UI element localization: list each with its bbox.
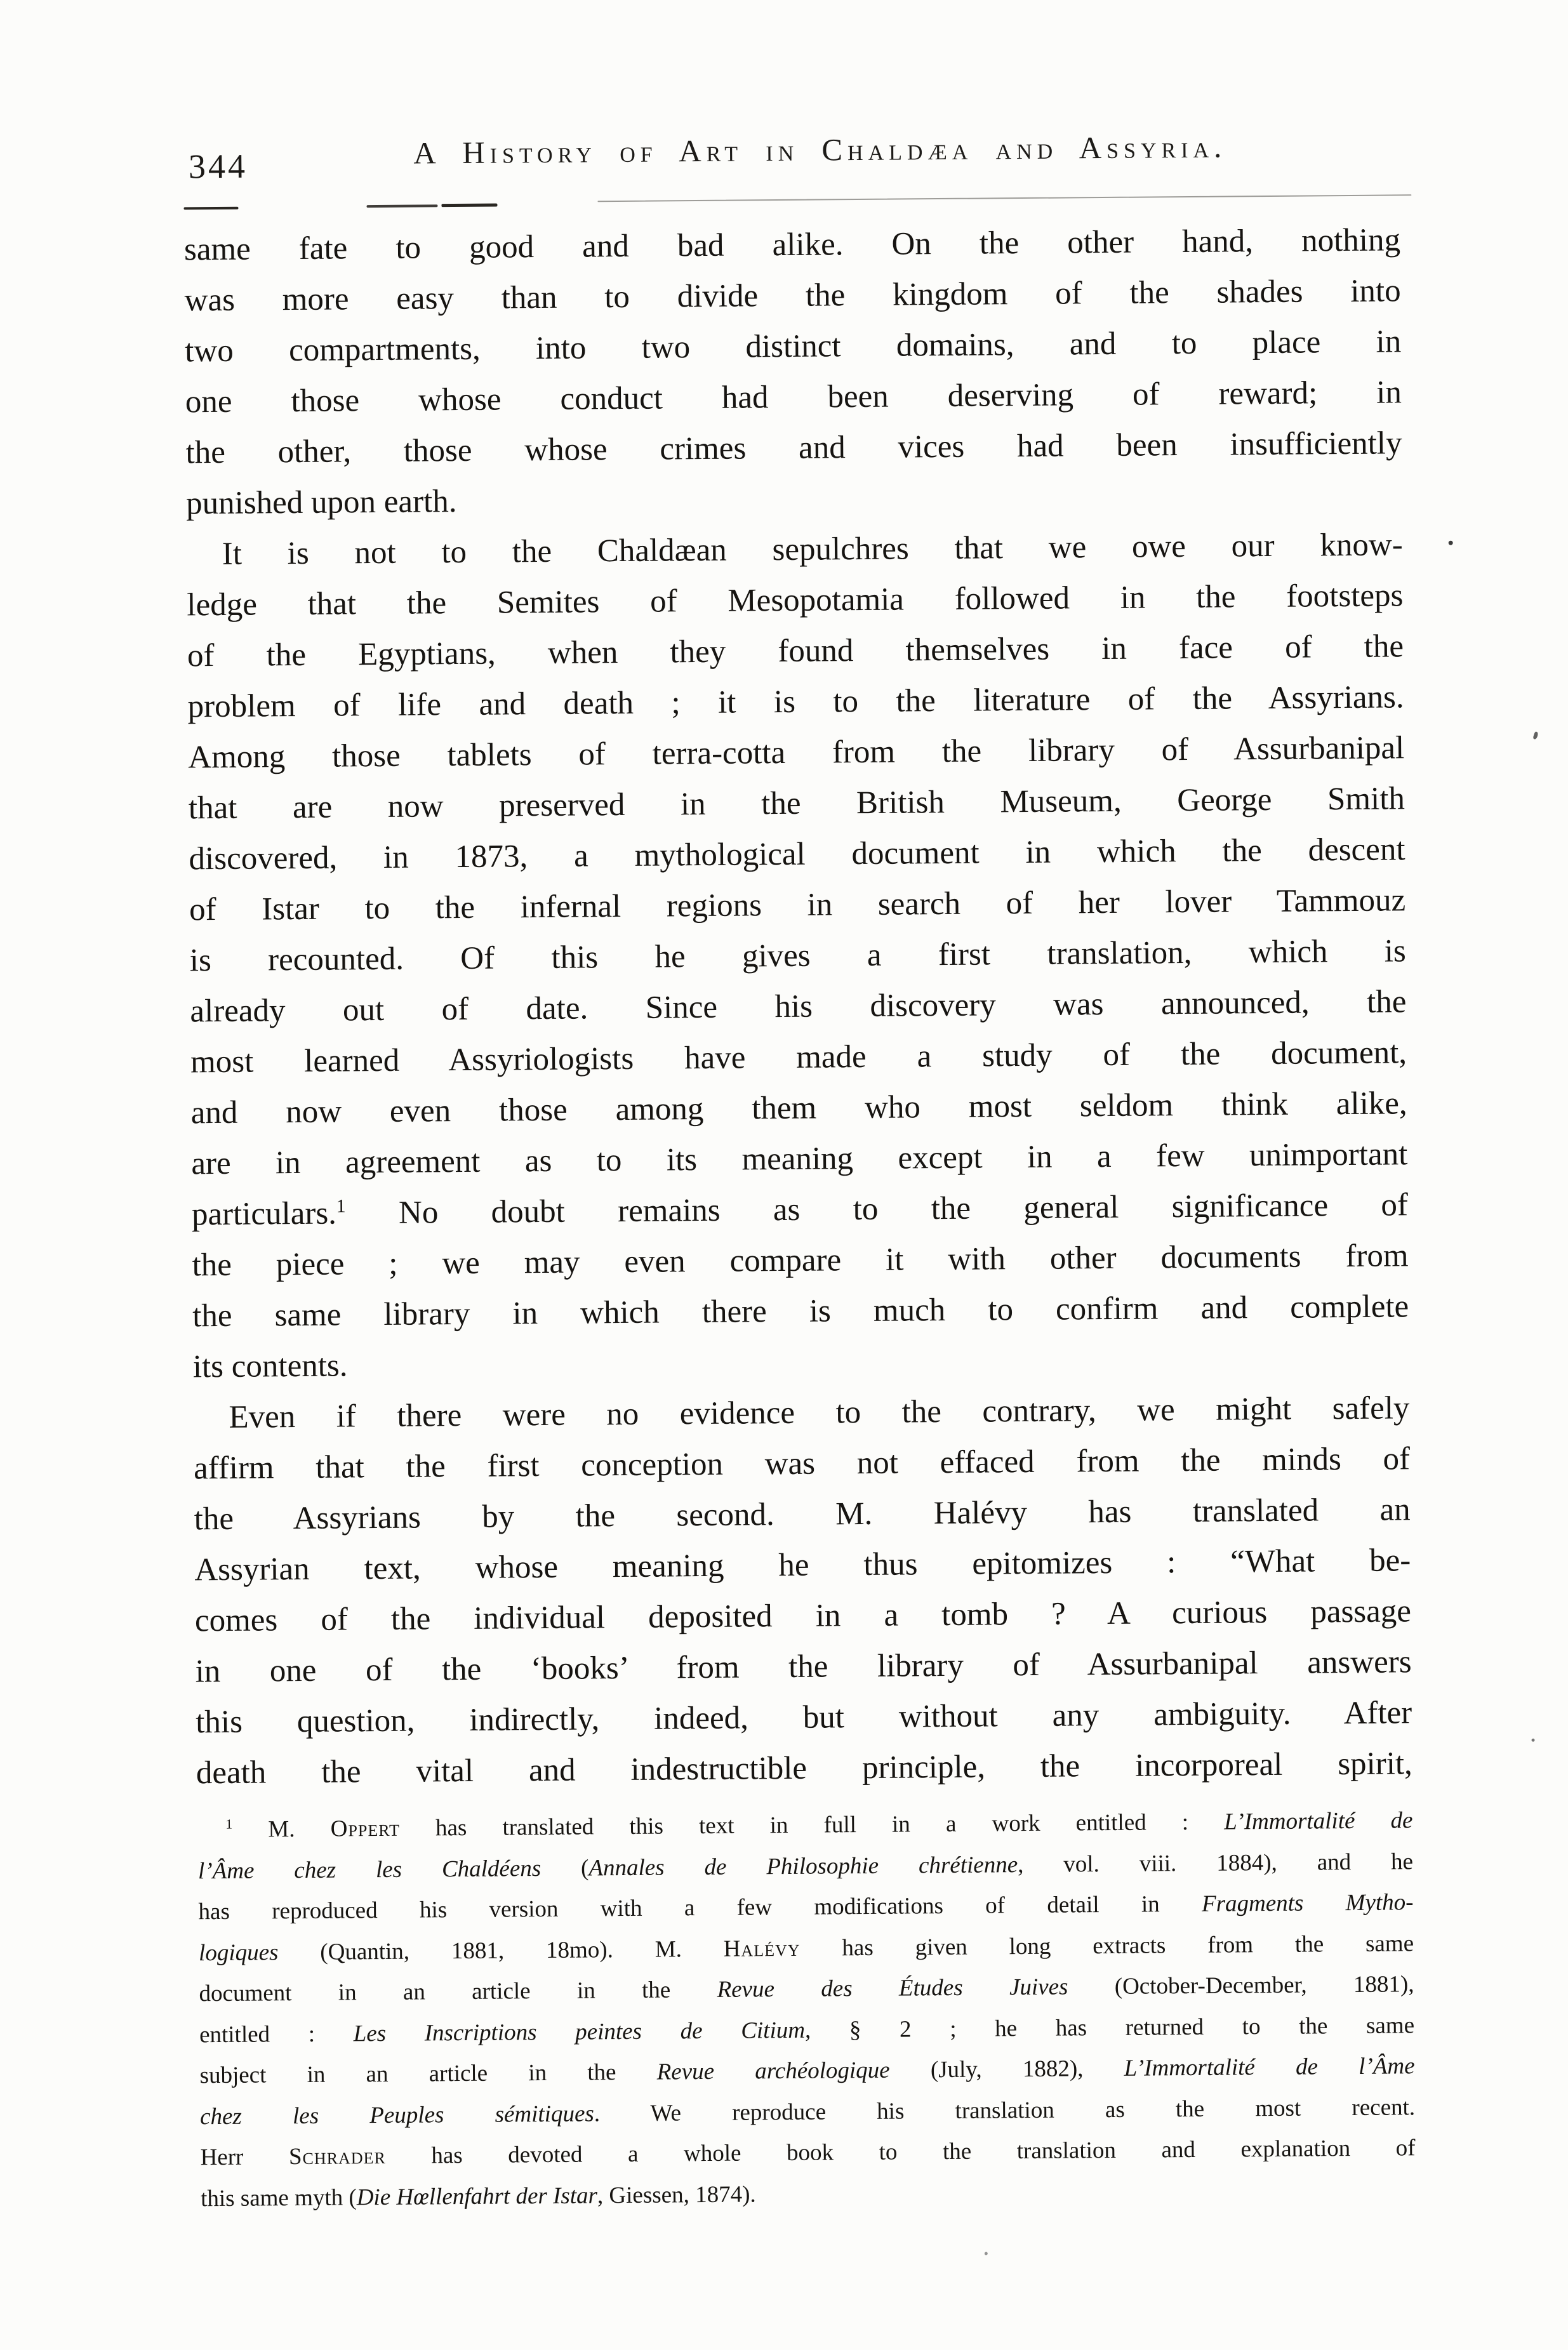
text-segment: already out of date. Since his discovery was announced, the [190, 984, 1407, 1030]
text-line [192, 1179, 1409, 1240]
text-segment: comes of the individual deposited in a tomb ? A curious passage [194, 1593, 1412, 1639]
text-segment: same fate to good and bad alike. On the other hand, nothing [183, 222, 1401, 268]
text-segment: Halévy [723, 1935, 801, 1962]
text-segment: in one of the ‘books’ from the library of Assurbanipal answers [195, 1644, 1412, 1690]
footnote-marker: 1 [336, 1196, 346, 1217]
footnote [197, 1800, 1416, 2219]
text-segment: problem of life and death ; it is to the literature of the Assyrians. [187, 679, 1404, 725]
text-segment: document in an article in the [199, 1976, 717, 2007]
text-segment: M. [232, 1816, 331, 1843]
text-segment: the other, those whose crimes and vices had been insufficiently [185, 425, 1402, 471]
text-segment: . We reproduce his translation as the most recent. [594, 2094, 1416, 2127]
running-title: A History of Art in Chaldæa and Assyria. [413, 129, 1227, 171]
rule-segment [597, 194, 1411, 202]
text-segment: are in agreement as to its meaning except in a few unimportant [191, 1136, 1408, 1182]
scan-speck [985, 2252, 988, 2255]
text-segment: Fragments Mytho- [1201, 1889, 1414, 1917]
rule-segment [183, 207, 238, 210]
rule-segment [441, 204, 497, 208]
header-rule [183, 194, 1411, 209]
page-number: 344 [188, 147, 248, 186]
text-line [192, 1281, 1409, 1341]
text-line [195, 1586, 1412, 1646]
text-segment: death the vital and indestructible principle, the incorporeal spirit, [196, 1746, 1413, 1791]
text-segment: Even if there were no evidence to the contrary, we might safely [229, 1390, 1410, 1435]
text-line [194, 1433, 1411, 1494]
text-line [192, 1230, 1409, 1291]
text-segment: and now even those among them who most seldom think alike, [190, 1085, 1407, 1131]
scan-speck [1449, 541, 1453, 545]
text-segment: Herr [200, 2144, 289, 2171]
text-segment: the same library in which there is much to confirm and complete [192, 1289, 1409, 1334]
text-segment: has given long extracts from the same [800, 1930, 1414, 1962]
text-line [185, 418, 1402, 478]
page-header [183, 127, 1400, 194]
text-segment: (Quantin, 1881, 18mo). M. [278, 1935, 724, 1965]
text-line [189, 926, 1406, 986]
text-line [184, 265, 1401, 326]
text-line [187, 570, 1404, 630]
text-segment: l’Âme chez les Chaldéens [197, 1855, 541, 1884]
text-segment: (July, 1882), [889, 2055, 1124, 2083]
text-line [186, 468, 1403, 529]
text-line [190, 1078, 1407, 1138]
text-segment: No doubt remains as to the general significance of [345, 1187, 1409, 1231]
text-line [196, 1687, 1412, 1748]
text-line [191, 1129, 1408, 1189]
text-line [188, 722, 1405, 783]
text-segment: (October-December, 1881), [1068, 1971, 1414, 2000]
text-segment: logiques [198, 1939, 279, 1966]
body-text [184, 215, 1412, 1798]
text-segment: has translated this text in full in a work entitled : [399, 1809, 1225, 1842]
text-segment: punished upon earth. [185, 484, 457, 522]
text-segment: one those whose conduct had been deserving of reward; in [185, 375, 1402, 420]
text-segment: this question, indirectly, indeed, but without any ambiguity. After [196, 1695, 1412, 1741]
text-segment: Die Hœllenfahrt der Istar [356, 2182, 598, 2210]
text-segment: Revue des Études Juives [717, 1974, 1068, 2003]
text-line [187, 621, 1404, 681]
text-line [194, 1484, 1411, 1544]
text-line [196, 1738, 1413, 1798]
scan-speck [1531, 1739, 1534, 1742]
text-segment: Among those tablets of terra-cotta from the library of Assurbanipal [188, 730, 1405, 776]
text-segment: subject in an article in the [199, 2059, 657, 2089]
text-line [190, 976, 1407, 1037]
text-segment: particulars. [191, 1195, 337, 1233]
text-segment: affirm that the first conception was not effaced from the minds of [193, 1441, 1411, 1487]
text-line [193, 1383, 1410, 1443]
text-segment: L’Immortalité de [1224, 1807, 1413, 1835]
text-segment: the Assyrians by the second. M. Halévy has translated an [194, 1492, 1411, 1537]
text-segment: two compartments, into two distinct domains, and to place in [185, 324, 1402, 369]
text-segment: was more easy than to divide the kingdom of the shades into [184, 273, 1401, 319]
text-segment: Schrader [288, 2142, 386, 2170]
text-segment: the piece ; we may even compare it with other documents from [192, 1238, 1409, 1284]
text-segment: has devoted a whole book to the translation and explanation of [385, 2135, 1416, 2169]
text-line [185, 367, 1402, 427]
text-segment: its contents. [192, 1348, 348, 1385]
text-segment: is recounted. Of this he gives a first translation, which is [189, 933, 1406, 979]
text-segment: It is not to the Chaldæan sepulchres that we owe our know- [222, 527, 1403, 572]
text-segment: Revue archéologique [656, 2057, 890, 2085]
text-segment: Annales de Philosophie chrétienne [588, 1851, 1018, 1881]
text-line [186, 519, 1403, 580]
text-line [189, 773, 1405, 833]
text-segment: , § 2 ; he has returned to the same [804, 2012, 1415, 2043]
text-segment: Assyrian text, whose meaning he thus epitomizes : “What be- [194, 1543, 1411, 1588]
footnote-marker: 1 [225, 1816, 233, 1832]
text-line [185, 316, 1402, 376]
text-segment: has reproduced his version with a few modifications of detail in [198, 1890, 1202, 1925]
text-segment: of Istar to the infernal regions in search of her lover Tammouz [189, 882, 1406, 928]
text-segment: most learned Assyriologists have made a study of the document, [190, 1035, 1407, 1080]
text-line [194, 1535, 1411, 1595]
scan-speck [1532, 731, 1538, 740]
text-segment: of the Egyptians, when they found themselves in face of the [187, 628, 1404, 674]
text-line [189, 875, 1406, 935]
text-segment: Oppert [330, 1815, 401, 1842]
text-line [193, 1332, 1410, 1392]
text-line [190, 1027, 1407, 1087]
text-line [184, 215, 1401, 275]
text-line [187, 672, 1404, 732]
rule-segment [366, 204, 437, 208]
text-segment: L’Immortalité de l’Âme [1124, 2053, 1415, 2081]
text-line [195, 1636, 1412, 1697]
text-segment: Les Inscriptions peintes de Citium [353, 2017, 806, 2047]
text-segment: that are now preserved in the British Museum, George Smith [188, 781, 1405, 826]
text-segment: this same myth ( [200, 2184, 357, 2212]
text-segment: ledge that the Semites of Mesopotamia followed in the footsteps [187, 578, 1404, 623]
text-segment: , vol. viii. 1884), and he [1017, 1848, 1414, 1878]
text-segment: ( [541, 1854, 589, 1882]
text-segment: discovered, in 1873, a mythological document in which the descent [189, 832, 1405, 877]
text-segment: , Giessen, 1874). [597, 2181, 756, 2208]
text-line [189, 824, 1405, 884]
text-segment: entitled : [199, 2020, 354, 2048]
text-segment: chez les Peuples sémitiques [199, 2100, 594, 2130]
